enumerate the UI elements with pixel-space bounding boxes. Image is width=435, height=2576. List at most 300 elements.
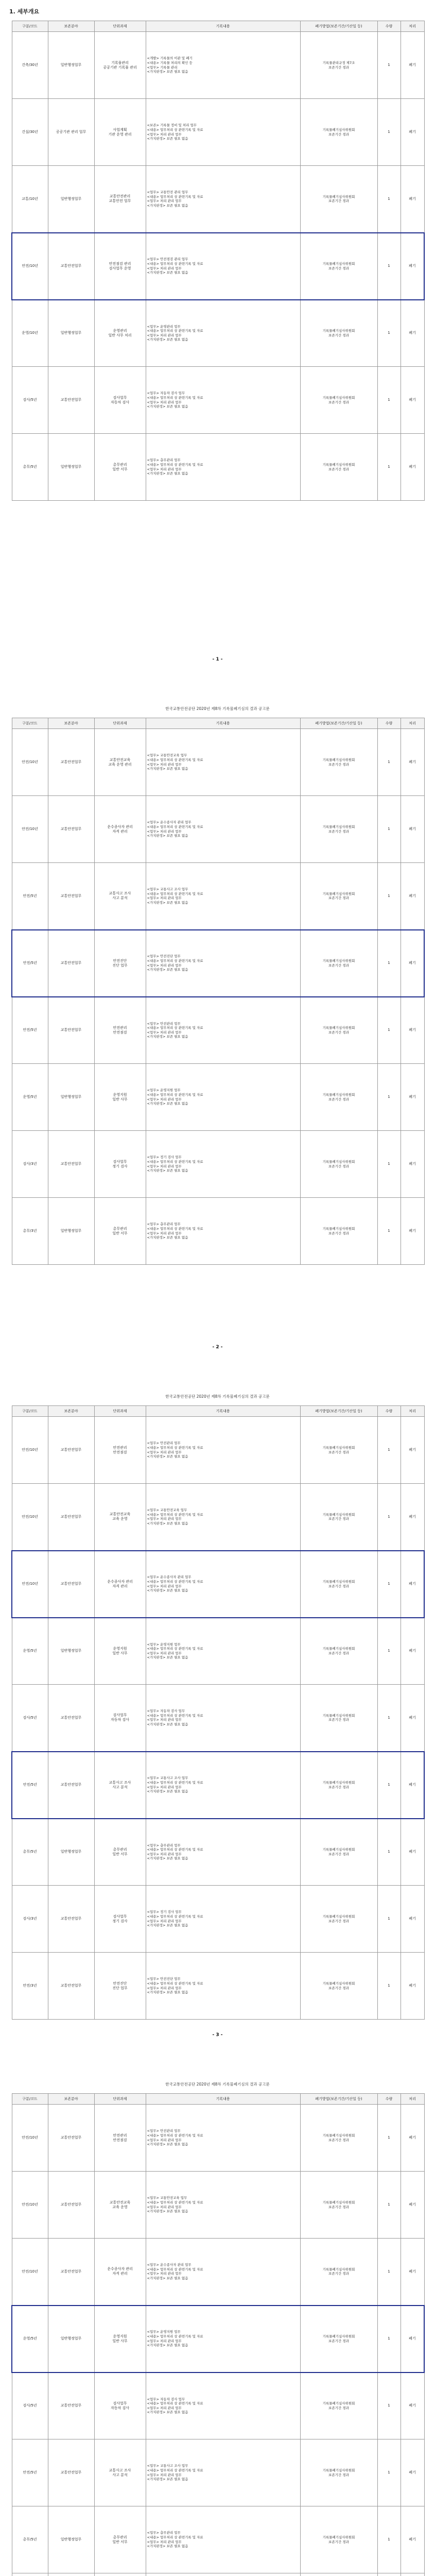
record-description <box>146 2105 300 2172</box>
record-quantity: 1 <box>377 997 401 1064</box>
record-decision: 폐기 <box>401 166 424 233</box>
description-line: <업무> 운수종사자 관리 업무 <box>147 1575 192 1580</box>
retention-line: 보존기간 경과 <box>328 963 349 968</box>
column-header: 기록내용 <box>146 21 300 32</box>
retention-line: 보존기간 경과 <box>328 1517 349 1521</box>
description-line: <가치판정> 보존 필요 없음 <box>147 2276 188 2280</box>
record-field: 교통안전업무 <box>48 1685 94 1752</box>
task-line: 검사업무 운영 <box>109 266 131 270</box>
record-task <box>94 796 146 863</box>
record-description <box>146 1819 300 1886</box>
task-line: 기록물관리 <box>111 60 129 65</box>
description-line: <내용> 업무처리 상 관련기록 및 자료 <box>147 891 203 896</box>
task-line: 교육 운영 <box>112 1517 128 1521</box>
description-line: <가치판정> 보존 필요 없음 <box>147 1655 188 1660</box>
task-line: 기관 운영 관리 <box>108 132 132 137</box>
record-code: 검사/3년 <box>12 1886 48 1953</box>
description-line: <업무> 총무관리 업무 <box>147 458 181 463</box>
retention-line: 보존기간 경과 <box>328 829 349 834</box>
task-line: 정기 검사 <box>112 1164 128 1168</box>
record-decision: 폐기 <box>401 2506 424 2573</box>
record-decision: 폐기 <box>401 434 424 501</box>
record-decision: 폐기 <box>401 99 424 166</box>
task-line: 자동차 검사 <box>110 400 130 404</box>
record-task <box>94 2105 146 2172</box>
retention-line: 보존기간 경과 <box>328 1231 349 1235</box>
task-line: 사고 분석 <box>112 1785 128 1789</box>
record-quantity: 1 <box>377 99 401 166</box>
retention-line: 기록물폐기심사위원회 <box>322 757 355 762</box>
task-line: 운수종사자 관리 <box>107 1579 133 1584</box>
column-header: 수량 <box>377 21 401 32</box>
column-header: 처리 <box>401 2094 424 2105</box>
retention-info <box>300 99 377 166</box>
retention-line: 보존기간 경과 <box>328 65 349 70</box>
record-quantity: 1 <box>377 2372 401 2439</box>
retention-info <box>300 1551 377 1618</box>
retention-info <box>300 863 377 930</box>
column-header: 보존분야 <box>48 718 94 729</box>
table-row <box>12 166 424 233</box>
description-line: <가치판정> 보존 필요 없음 <box>147 1990 188 1995</box>
record-description <box>146 796 300 863</box>
description-line: <업무> 처리 관리 업무 <box>147 1718 182 1722</box>
record-code: 검사/5년 <box>12 1685 48 1752</box>
description-line: <가치판정> 보존 필요 없음 <box>147 337 188 342</box>
record-quantity: 1 <box>377 1752 401 1819</box>
record-description <box>146 2506 300 2573</box>
retention-info <box>300 1198 377 1265</box>
record-quantity: 1 <box>377 300 401 367</box>
task-line: 일반 서무 <box>112 1231 128 1235</box>
description-line: <업무> 교통안전교육 업무 <box>147 2196 187 2200</box>
description-line: <내용> 업무처리 상 관련기록 및 자료 <box>147 1092 203 1097</box>
task-line: 교통안전교육 <box>109 2200 131 2205</box>
document-page <box>0 0 435 688</box>
record-decision: 폐기 <box>401 1886 424 1953</box>
description-line: <내용> 업무처리 상 관련기록 및 자료 <box>147 2468 203 2472</box>
record-quantity: 1 <box>377 2105 401 2172</box>
column-header: 폐기방법(보존기간/기산일 등) <box>300 2094 377 2105</box>
description-line: <가치판정> 보존 필요 없음 <box>147 471 188 476</box>
table-row <box>12 2573 424 2576</box>
retention-line: 보존기간 경과 <box>328 1919 349 1923</box>
description-line: <업무> 처리 관리 업무 <box>147 829 182 834</box>
record-description <box>146 863 300 930</box>
retention-line: 기록물폐기심사위원회 <box>322 2200 355 2205</box>
record-task <box>94 32 146 99</box>
retention-line: 기록물폐기심사위원회 <box>322 1981 355 1986</box>
description-line: <가치판정> 보존 필요 없음 <box>147 1454 188 1459</box>
description-line: <내용> 업무처리 상 관련기록 및 자료 <box>147 329 203 333</box>
record-quantity: 1 <box>377 1064 401 1131</box>
records-table <box>11 21 425 501</box>
description-line: <업무> 처리 관리 업무 <box>147 467 182 471</box>
task-line: 일반 서무 <box>112 2539 128 2544</box>
table-row <box>12 1752 424 1819</box>
table-row <box>12 300 424 367</box>
column-header: 구분/코드 <box>12 718 48 729</box>
task-line: 안전점검 관리 <box>109 261 131 266</box>
retention-info <box>300 1484 377 1551</box>
table-row <box>12 99 424 166</box>
table-row <box>12 1953 424 2020</box>
description-line: <업무> 운영관리 업무 <box>147 324 181 329</box>
task-line: 총무관리 <box>113 1226 127 1231</box>
task-line: 검사업무 <box>113 1914 127 1919</box>
record-decision: 폐기 <box>401 1484 424 1551</box>
task-line: 총무관리 <box>113 462 127 467</box>
description-line: <가치판정> 보존 필요 없음 <box>147 1789 188 1794</box>
document-page <box>0 2063 435 2576</box>
retention-line: 기록물폐기심사위원회 <box>322 2267 355 2272</box>
record-code: 안전/5년 <box>12 997 48 1064</box>
description-line: <내용> 업무처리 상 관련기록 및 자료 <box>147 1226 203 1231</box>
record-field: 교통안전업무 <box>48 1551 94 1618</box>
record-field: 일반행정업무 <box>48 1064 94 1131</box>
description-line: <가치판정> 보존 필요 없음 <box>147 270 188 275</box>
retention-line: 기록물폐기심사위원회 <box>322 462 355 467</box>
record-description <box>146 300 300 367</box>
record-decision: 폐기 <box>401 1819 424 1886</box>
record-decision <box>401 2573 424 2576</box>
table-header-row <box>12 21 424 32</box>
retention-info <box>300 2439 377 2506</box>
description-line: <업무> 자동차 검사 업무 <box>147 2397 185 2401</box>
description-line: <업무> 총무관리 업무 <box>147 1843 181 1848</box>
task-line: 운영관리 <box>113 328 127 333</box>
retention-line: 기록물폐기심사위원회 <box>322 329 355 333</box>
record-description <box>146 434 300 501</box>
description-line: <업무> 처리 관리 업무 <box>147 1651 182 1655</box>
description-line: <내용> 업무처리 상 관련기록 및 자료 <box>147 1579 203 1584</box>
retention-info <box>300 1819 377 1886</box>
record-quantity: 1 <box>377 1618 401 1685</box>
record-description <box>146 1417 300 1484</box>
record-quantity: 1 <box>377 1417 401 1484</box>
task-line: 총무관리 <box>113 2535 127 2539</box>
description-line: <가치판정> 보존 필요 없음 <box>147 203 188 208</box>
description-line: <업무> 처리 관리 업무 <box>147 1517 182 1521</box>
description-line: <업무> 처리 관리 업무 <box>147 266 182 270</box>
retention-line: 기록물폐기심사위원회 <box>322 261 355 266</box>
record-quantity: 1 <box>377 729 401 796</box>
task-line: 안전진단 <box>113 1981 127 1986</box>
retention-info <box>300 1752 377 1819</box>
record-field: 교통안전업무 <box>48 796 94 863</box>
description-line: <가치판정> 보존 필요 없음 <box>147 2410 188 2415</box>
record-task <box>94 863 146 930</box>
column-header: 처리 <box>401 718 424 729</box>
task-line: 안전점검 <box>113 1030 127 1035</box>
retention-line: 기록물폐기심사위원회 <box>322 1780 355 1785</box>
description-line: <내용> 업무처리 상 관련기록 및 자료 <box>147 1026 203 1030</box>
record-quantity: 1 <box>377 233 401 300</box>
record-task <box>94 367 146 434</box>
description-line: <업무> 자동차 검사 업무 <box>147 391 185 396</box>
record-quantity: 1 <box>377 1953 401 2020</box>
retention-info <box>300 434 377 501</box>
task-line: 일반 사무 <box>112 2338 128 2343</box>
task-line: 교통안전교육 <box>109 1512 131 1517</box>
table-row <box>12 1886 424 1953</box>
table-row <box>12 1551 424 1618</box>
retention-line: 기록물폐기심사위원회 <box>322 1445 355 1450</box>
record-field: 교통안전업무 <box>48 930 94 997</box>
retention-info <box>300 2172 377 2239</box>
task-line: 사고 분석 <box>112 2472 128 2477</box>
record-quantity: 1 <box>377 863 401 930</box>
retention-line: 보존기간 경과 <box>328 1450 349 1454</box>
record-description <box>146 32 300 99</box>
description-line: <업무> 정기 검사 업무 <box>147 1155 182 1160</box>
record-decision: 폐기 <box>401 2439 424 2506</box>
record-quantity: 1 <box>377 1198 401 1265</box>
record-description <box>146 1064 300 1131</box>
record-description <box>146 99 300 166</box>
description-line: <가치판정> 보존 필요 없음 <box>147 137 188 141</box>
retention-line: 보존기간 경과 <box>328 1651 349 1655</box>
record-field: 일반행정업무 <box>48 434 94 501</box>
record-description <box>146 233 300 300</box>
record-decision: 폐기 <box>401 1685 424 1752</box>
description-line: <가치판정> 보존 필요 없음 <box>147 1168 188 1173</box>
retention-info <box>300 166 377 233</box>
table-row <box>12 1198 424 1265</box>
table-row <box>12 367 424 434</box>
record-field <box>48 2573 94 2576</box>
retention-info <box>300 32 377 99</box>
record-task <box>94 1685 146 1752</box>
record-decision: 폐기 <box>401 729 424 796</box>
description-line: <내용> 업무처리 상 관련기록 및 자료 <box>147 1159 203 1164</box>
record-decision: 폐기 <box>401 367 424 434</box>
record-code: 안전/5년 <box>12 863 48 930</box>
record-code: 안전/10년 <box>12 1551 48 1618</box>
column-header: 수량 <box>377 1406 401 1417</box>
description-line: <업무> 안전관리 업무 <box>147 1021 181 1026</box>
page-header: 한국교통안전공단 2020년 제8차 기록물폐기심의 결과 공고문 <box>165 2082 270 2087</box>
description-line: <가치판정> 보존 필요 없음 <box>147 1588 188 1593</box>
retention-info <box>300 1131 377 1198</box>
record-decision: 폐기 <box>401 2105 424 2172</box>
record-task <box>94 1198 146 1265</box>
record-description <box>146 1551 300 1618</box>
column-header: 폐기방법(보존기간/기산일 등) <box>300 1406 377 1417</box>
record-task <box>94 1484 146 1551</box>
record-decision: 폐기 <box>401 1752 424 1819</box>
task-line: 교통사고 조사 <box>109 891 131 896</box>
record-decision: 폐기 <box>401 863 424 930</box>
description-line: <업무> 처리 관리 업무 <box>147 1097 182 1101</box>
record-field: 일반행정업무 <box>48 2506 94 2573</box>
task-line: 사업계획 <box>113 127 127 132</box>
record-quantity: 1 <box>377 1886 401 1953</box>
record-decision: 폐기 <box>401 2372 424 2439</box>
retention-line: 기록물폐기심사위원회 <box>322 1647 355 1651</box>
record-field: 교통안전업무 <box>48 1131 94 1198</box>
task-line: 운수종사자 관리 <box>107 2267 133 2272</box>
description-line: <업무> 처리 관리 업무 <box>147 1231 182 1235</box>
table-row <box>12 1131 424 1198</box>
record-task <box>94 2239 146 2306</box>
record-field: 교통안전업무 <box>48 1417 94 1484</box>
retention-line: 보존기간 경과 <box>328 2338 349 2343</box>
description-line: <업무> 처리 관리 업무 <box>147 1584 182 1588</box>
record-task <box>94 1886 146 1953</box>
retention-line: 보존기간 경과 <box>328 1785 349 1789</box>
description-line: <가치판정> 보존 필요 없음 <box>147 2477 188 2482</box>
table-row <box>12 930 424 997</box>
record-field: 교통안전업무 <box>48 863 94 930</box>
record-description <box>146 1953 300 2020</box>
record-description <box>146 2172 300 2239</box>
task-line: 정기 검사 <box>112 1919 128 1923</box>
description-line: <내용> 업무처리 상 관련기록 및 자료 <box>147 127 203 132</box>
description-line: <업무> 기록물 관리 <box>147 65 178 70</box>
page-header: 한국교통안전공단 2020년 제8차 기록물폐기심의 결과 공고문 <box>165 706 270 711</box>
task-line: 진단 업무 <box>112 1986 128 1990</box>
record-code: 안전/10년 <box>12 1417 48 1484</box>
task-line: 검사업무 <box>113 1159 127 1164</box>
record-code: 검사/3년 <box>12 1131 48 1198</box>
task-line: 교통사고 조사 <box>109 1780 131 1785</box>
retention-line: 보존기간 경과 <box>328 762 349 767</box>
task-line: 교통사고 조사 <box>109 2468 131 2472</box>
retention-line: 기록물폐기심사위원회 <box>322 395 355 400</box>
column-header: 단위과제 <box>94 718 146 729</box>
retention-info <box>300 729 377 796</box>
retention-info <box>300 1953 377 2020</box>
description-line: <업무> 처리 관리 업무 <box>147 1450 182 1454</box>
description-line: <가치판정> 보존 필요 없음 <box>147 2544 188 2549</box>
column-header: 기록내용 <box>146 718 300 729</box>
retention-line: 기록물폐기심사위원회 <box>322 1026 355 1030</box>
record-decision: 폐기 <box>401 1198 424 1265</box>
task-line: 안전관리 <box>113 2133 127 2138</box>
description-line: <가치판정> 보존 필요 없음 <box>147 1035 188 1039</box>
record-code: 검사/5년 <box>12 367 48 434</box>
record-task <box>94 1752 146 1819</box>
task-line: 자격 관리 <box>112 2272 128 2276</box>
record-task <box>94 997 146 1064</box>
record-code: 건축/30년 <box>12 32 48 99</box>
table-row <box>12 796 424 863</box>
description-line: <업무> 안전점검 관리 업무 <box>147 257 188 262</box>
record-code: 안전/10년 <box>12 796 48 863</box>
record-field: 교통안전업무 <box>48 367 94 434</box>
record-field: 교통안전업무 <box>48 2239 94 2306</box>
record-task <box>94 1417 146 1484</box>
description-line: <내용> 업무처리 상 관련기록 및 자료 <box>147 757 203 762</box>
record-code: 운영/5년 <box>12 1064 48 1131</box>
record-task <box>94 1819 146 1886</box>
description-line: <가치판정> 보존 필요 없음 <box>147 1856 188 1861</box>
retention-info <box>300 2306 377 2372</box>
column-header: 구분/코드 <box>12 21 48 32</box>
column-header: 단위과제 <box>94 1406 146 1417</box>
record-code: 안전/3년 <box>12 1953 48 2020</box>
retention-line: 기록물폐기심사위원회 <box>322 2401 355 2406</box>
record-task <box>94 434 146 501</box>
record-field: 일반행정업무 <box>48 300 94 367</box>
description-line: <내용> 업무처리 상 관련기록 및 자료 <box>147 1713 203 1718</box>
record-decision: 폐기 <box>401 32 424 99</box>
record-code: 총무/3년 <box>12 1198 48 1265</box>
records-table <box>11 2093 425 2576</box>
task-line: 자격 관리 <box>112 1584 128 1588</box>
table-row <box>12 1685 424 1752</box>
task-line: 일반 사무 <box>112 1651 128 1655</box>
record-description <box>146 1685 300 1752</box>
task-line: 일반 사무 처리 <box>108 333 132 337</box>
table-row <box>12 2172 424 2239</box>
record-field: 교통안전업무 <box>48 2372 94 2439</box>
retention-info <box>300 997 377 1064</box>
description-line: <내용> 업무처리 상 관련기록 및 자료 <box>147 2535 203 2539</box>
record-field: 일반행정업무 <box>48 1618 94 1685</box>
column-header: 단위과제 <box>94 21 146 32</box>
record-decision: 폐기 <box>401 1131 424 1198</box>
description-line: <내용> 업무처리 상 관련기록 및 자료 <box>147 2401 203 2406</box>
record-description <box>146 1618 300 1685</box>
task-line: 공공기관 기록물 관리 <box>103 65 137 70</box>
task-line: 안전점검 <box>113 2138 127 2142</box>
retention-line: 보존기간 경과 <box>328 1986 349 1990</box>
retention-line: 기록물폐기심사위원회 <box>322 1579 355 1584</box>
description-line: <내용> 업무처리 상 관련기록 및 자료 <box>147 2200 203 2205</box>
description-line: <업무> 교통사고 조사 업무 <box>147 887 188 892</box>
column-header: 처리 <box>401 1406 424 1417</box>
page-number: - 1 - <box>212 657 223 662</box>
record-quantity: 1 <box>377 2306 401 2372</box>
description-line: <업무> 처리 관리 업무 <box>147 1030 182 1035</box>
description-line: <내용> 업무처리 상 관련기록 및 자료 <box>147 2267 203 2272</box>
task-line: 안전관리 <box>113 1025 127 1030</box>
retention-line: 보존기간 경과 <box>328 1164 349 1168</box>
retention-info <box>300 2372 377 2439</box>
retention-line: 기록물폐기심사위원회 <box>322 2468 355 2472</box>
record-task <box>94 2439 146 2506</box>
table-row <box>12 1819 424 1886</box>
table-row <box>12 997 424 1064</box>
description-line: <가치판정> 보존 필요 없음 <box>147 1101 188 1106</box>
task-line: 운영지원 <box>113 2334 127 2338</box>
record-task <box>94 99 146 166</box>
record-code: 운영/5년 <box>12 1618 48 1685</box>
retention-line: 기록물폐기심사위원회 <box>322 1226 355 1231</box>
record-code: 안전/10년 <box>12 2239 48 2306</box>
record-code: 교통/10년 <box>12 166 48 233</box>
description-line: <업무> 교통사고 조사 업무 <box>147 1776 188 1781</box>
record-code: 안전/10년 <box>12 729 48 796</box>
record-decision: 폐기 <box>401 300 424 367</box>
record-decision: 폐기 <box>401 1064 424 1131</box>
record-quantity: 1 <box>377 1551 401 1618</box>
table-row <box>12 1064 424 1131</box>
record-decision: 폐기 <box>401 2172 424 2239</box>
description-line: <업무> 안전진단 업무 <box>147 1977 181 1981</box>
description-line: <업무> 처리 관리 업무 <box>147 2205 182 2209</box>
description-line: <업무> 총무관리 업무 <box>147 1222 181 1227</box>
description-line: <업무> 운영지원 업무 <box>147 2330 181 2334</box>
retention-line: 기록물폐기심사위원회 <box>322 1512 355 1517</box>
records-table <box>11 718 425 1265</box>
description-line: <가치판정> 보존 필요 없음 <box>147 2142 188 2147</box>
retention-info <box>300 2239 377 2306</box>
record-field: 교통안전업무 <box>48 2172 94 2239</box>
retention-line: 보존기간 경과 <box>328 1584 349 1588</box>
